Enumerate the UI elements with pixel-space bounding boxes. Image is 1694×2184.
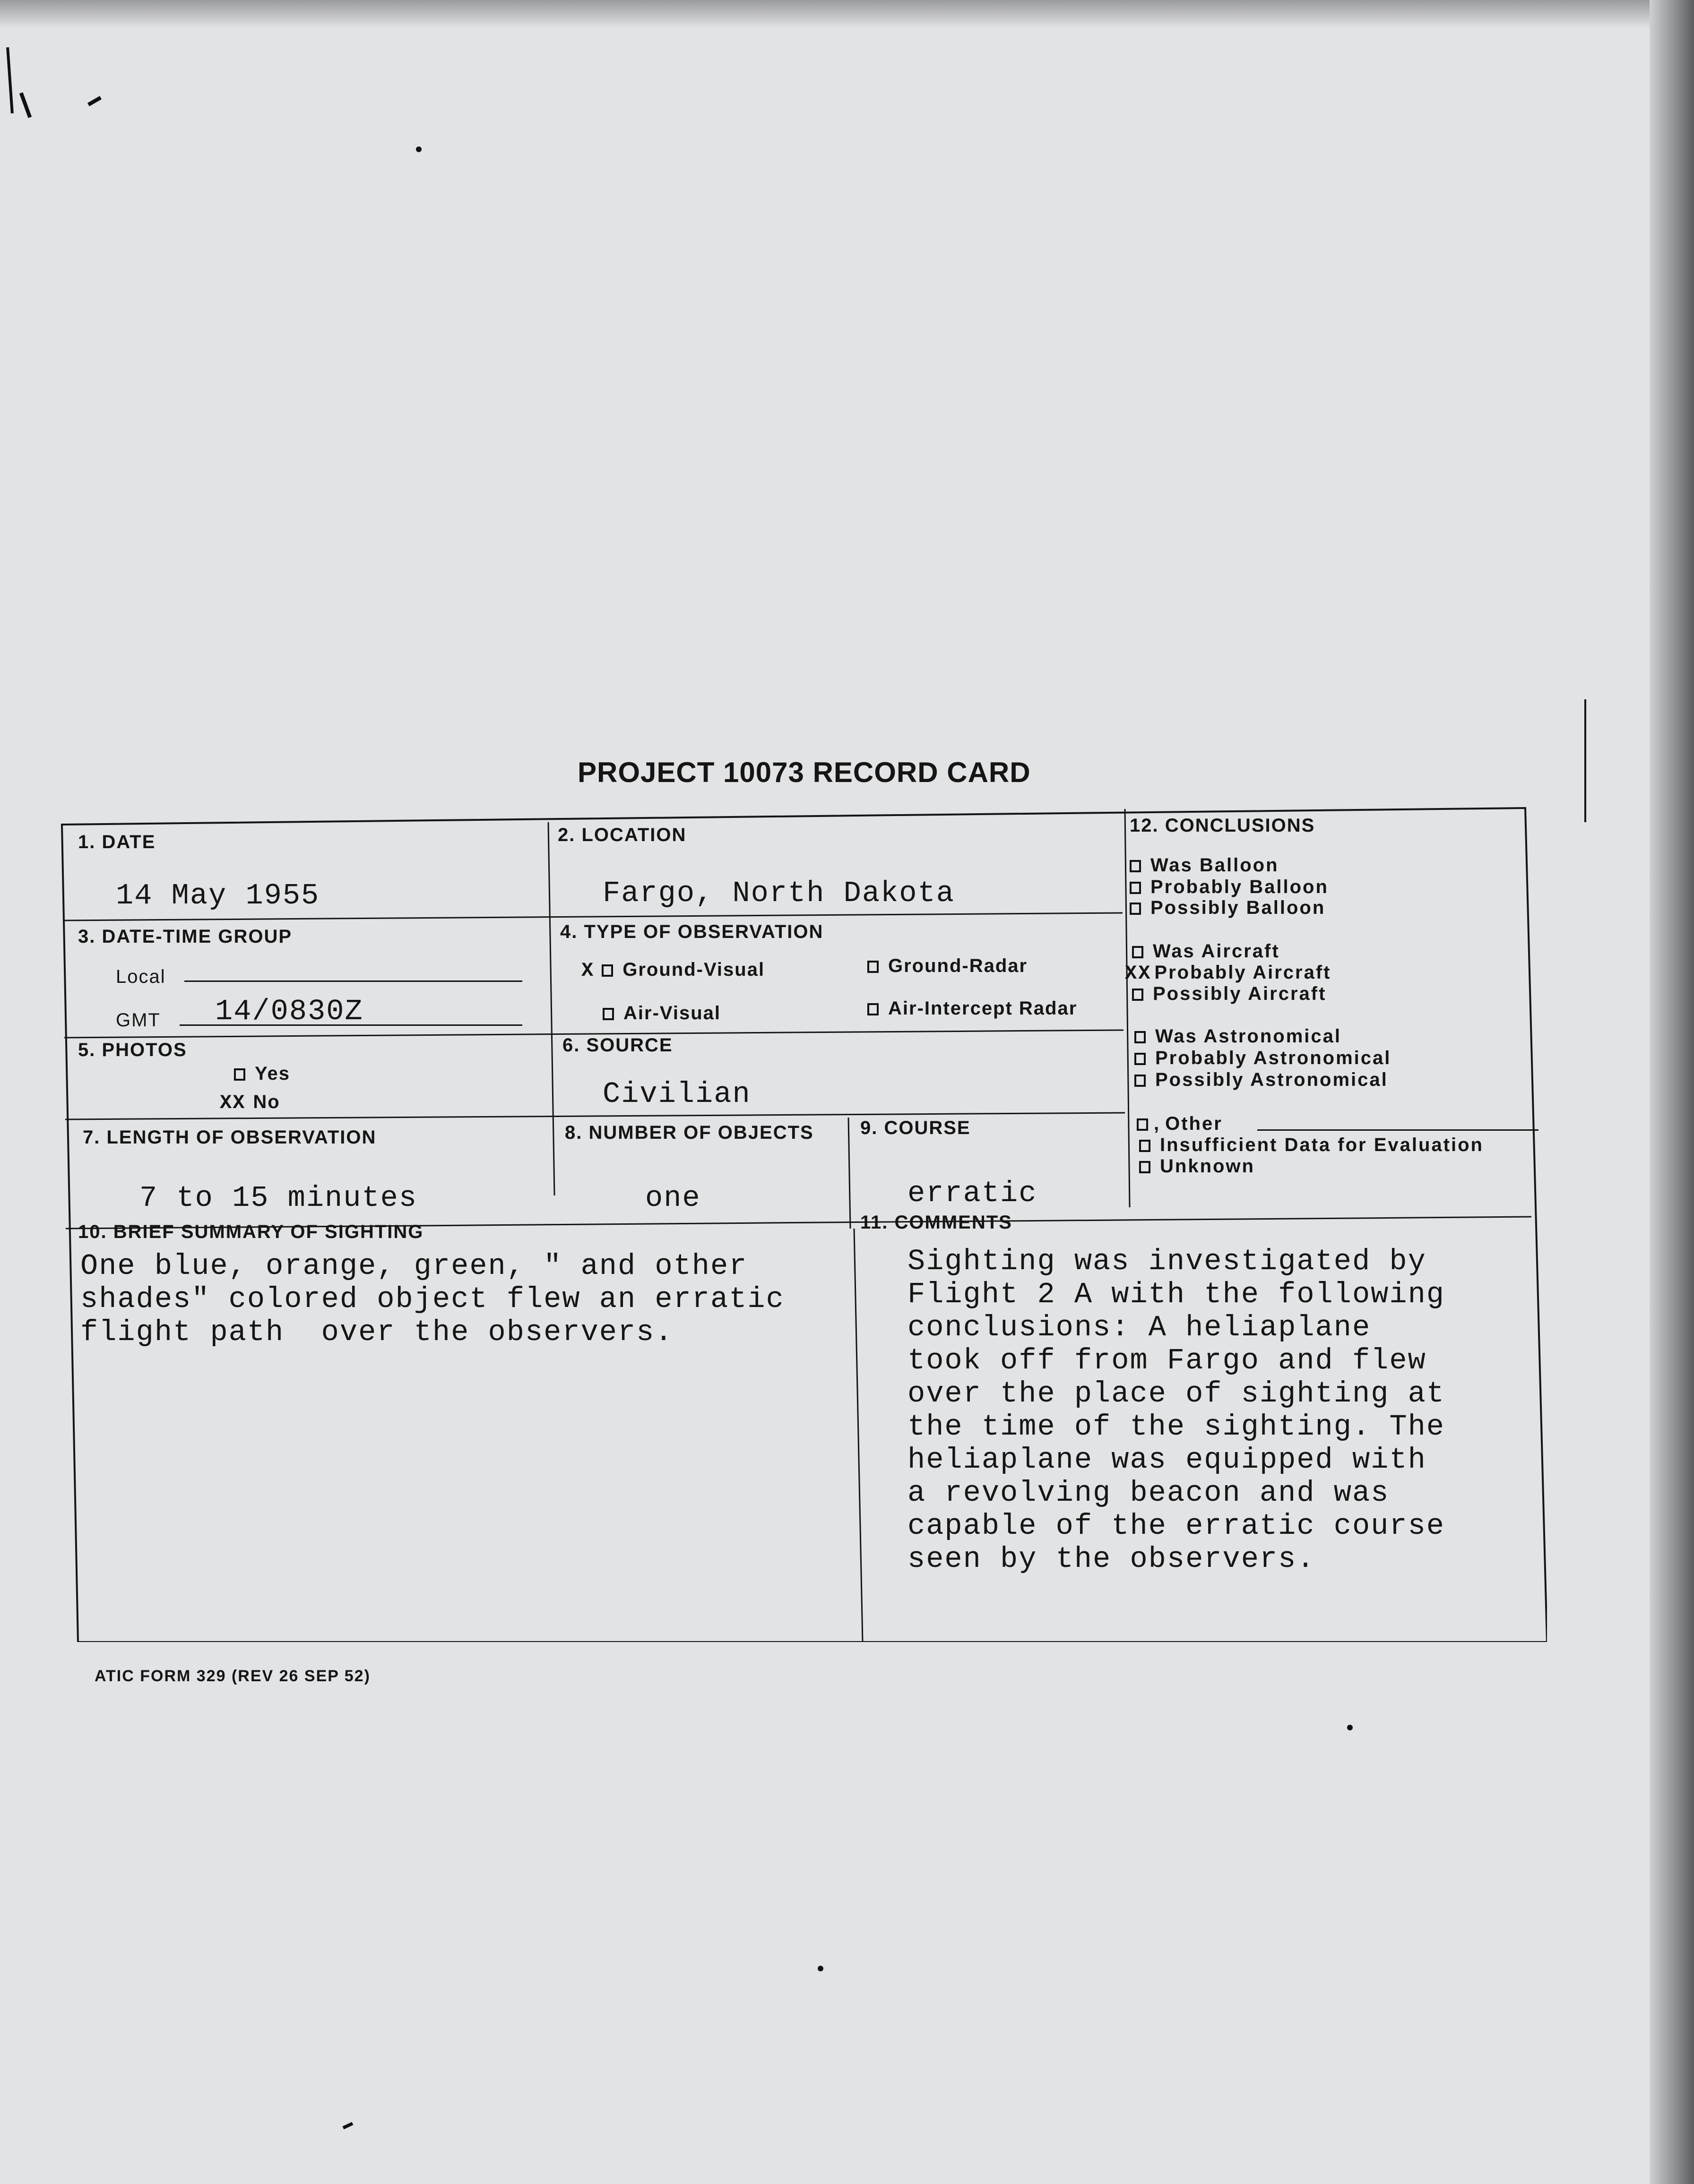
option-photos-no[interactable] <box>220 1092 280 1114</box>
local-line <box>184 980 522 982</box>
local-label: Local <box>116 966 166 987</box>
conclusion-was-aircraft[interactable] <box>1132 940 1280 962</box>
checkbox-icon <box>1134 1075 1146 1087</box>
photos-label: 5. PHOTOS <box>78 1040 187 1060</box>
checkbox-icon <box>1130 860 1141 872</box>
conclusion-was-balloon[interactable] <box>1130 854 1279 876</box>
conclusion-possibly-astronomical[interactable] <box>1134 1069 1388 1091</box>
conclusion-probably-astronomical[interactable] <box>1134 1047 1391 1069</box>
comments-text: Sighting was investigated by Flight 2 A with the following conclusions: A heliaplane took off from Fargo and flew over the place of sighting at the time of the sighting. The heliaplane was equipped with a revolving beacon and was capable of the erratic course seen by the observers. <box>908 1245 1445 1576</box>
checkbox-icon <box>1134 1031 1146 1043</box>
gmt-value: 14/0830Z <box>215 995 363 1028</box>
conclusion-other[interactable]: , Other <box>1137 1113 1223 1135</box>
checkbox-icon <box>234 1068 245 1081</box>
page-top-shadow <box>0 0 1694 28</box>
summary-text: One blue, orange, green, " and other shades" colored object flew an erratic flight path over the observers. <box>80 1249 785 1349</box>
scan-mark <box>1584 699 1586 822</box>
checkbox-icon <box>1134 1053 1146 1065</box>
other-line <box>1257 1129 1538 1131</box>
unknown-text: Unknown <box>1160 1156 1255 1177</box>
course-label: 9. COURSE <box>860 1118 971 1138</box>
summary-label: 10. BRIEF SUMMARY OF SIGHTING <box>78 1221 424 1242</box>
checkmark-x-icon: X <box>581 959 595 982</box>
conclusion-unknown[interactable] <box>1139 1155 1255 1177</box>
record-card <box>59 803 1547 1642</box>
checkbox-icon <box>1139 1161 1150 1173</box>
possibly-balloon-text: Possibly Balloon <box>1150 897 1326 918</box>
option-ground-radar[interactable] <box>867 955 1028 977</box>
option-ground-visual[interactable] <box>581 959 765 982</box>
checkmark-x-icon: XX <box>1125 962 1152 985</box>
card-title: PROJECT 10073 RECORD CARD <box>578 757 1031 788</box>
checkbox-icon <box>602 964 613 977</box>
conclusion-possibly-balloon[interactable] <box>1130 897 1325 919</box>
source-value: Civilian <box>603 1077 751 1111</box>
was-astronomical-text: Was Astronomical <box>1155 1026 1341 1047</box>
length-value: 7 to 15 minutes <box>139 1181 418 1215</box>
speck <box>416 146 422 152</box>
conclusion-was-astronomical[interactable] <box>1134 1025 1341 1047</box>
comments-label: 11. COMMENTS <box>860 1212 1012 1233</box>
checkbox-icon <box>1132 946 1143 958</box>
checkbox-icon <box>867 1003 879 1015</box>
was-balloon-text: Was Balloon <box>1150 855 1279 876</box>
insufficient-text: Insufficient Data for Evaluation <box>1160 1135 1484 1155</box>
observation-type-label: 4. TYPE OF OBSERVATION <box>560 921 824 942</box>
course-value: erratic <box>908 1177 1037 1210</box>
scan-mark <box>6 47 14 113</box>
dtg-label: 3. DATE-TIME GROUP <box>78 926 293 947</box>
checkbox-icon <box>1132 989 1143 1001</box>
objects-value: one <box>645 1181 701 1215</box>
option-photos-yes[interactable] <box>234 1063 290 1084</box>
checkbox-icon <box>867 961 879 973</box>
probably-balloon-text: Probably Balloon <box>1150 877 1329 897</box>
option-air-intercept-radar[interactable] <box>867 998 1077 1019</box>
source-label: 6. SOURCE <box>562 1035 673 1056</box>
possibly-aircraft-text: Possibly Aircraft <box>1153 983 1327 1004</box>
scan-mark <box>87 96 102 106</box>
gmt-label: GMT <box>116 1010 161 1031</box>
date-value: 14 May 1955 <box>116 879 320 912</box>
checkbox-icon <box>1130 903 1141 915</box>
other-text: Other <box>1165 1113 1223 1134</box>
page-right-shadow <box>1650 0 1694 2184</box>
probably-aircraft-text: Probably Aircraft <box>1154 962 1331 983</box>
photos-yes-text: Yes <box>255 1063 290 1084</box>
objects-label: 8. NUMBER OF OBJECTS <box>565 1122 814 1143</box>
conclusions-label: 12. CONCLUSIONS <box>1130 815 1315 836</box>
scan-mark <box>343 2122 354 2130</box>
checkbox-icon <box>1139 1140 1150 1152</box>
location-label: 2. LOCATION <box>558 825 687 845</box>
conclusion-probably-aircraft[interactable] <box>1125 962 1331 984</box>
speck <box>818 1966 823 1971</box>
ground-radar-text: Ground-Radar <box>888 955 1028 976</box>
conclusion-possibly-aircraft[interactable] <box>1132 983 1326 1005</box>
speck <box>1347 1725 1353 1730</box>
scan-mark <box>19 92 32 118</box>
air-intercept-text: Air-Intercept Radar <box>888 998 1078 1019</box>
date-label: 1. DATE <box>78 832 156 852</box>
conclusion-insufficient-data[interactable] <box>1139 1134 1484 1156</box>
length-label: 7. LENGTH OF OBSERVATION <box>83 1127 377 1148</box>
air-visual-text: Air-Visual <box>623 1003 721 1023</box>
form-id: ATIC FORM 329 (REV 26 SEP 52) <box>95 1667 371 1685</box>
option-air-visual[interactable] <box>603 1003 721 1024</box>
conclusion-probably-balloon[interactable] <box>1130 876 1329 898</box>
checkmark-x-icon: XX <box>220 1092 246 1114</box>
checkbox-icon <box>1137 1118 1148 1131</box>
was-aircraft-text: Was Aircraft <box>1153 941 1280 962</box>
possibly-astronomical-text: Possibly Astronomical <box>1155 1069 1388 1090</box>
photos-no-text: No <box>253 1092 280 1112</box>
checkbox-icon <box>1130 882 1141 894</box>
probably-astronomical-text: Probably Astronomical <box>1155 1048 1392 1068</box>
ground-visual-text: Ground-Visual <box>622 959 765 980</box>
checkbox-icon <box>603 1008 614 1020</box>
location-value: Fargo, North Dakota <box>603 877 955 910</box>
